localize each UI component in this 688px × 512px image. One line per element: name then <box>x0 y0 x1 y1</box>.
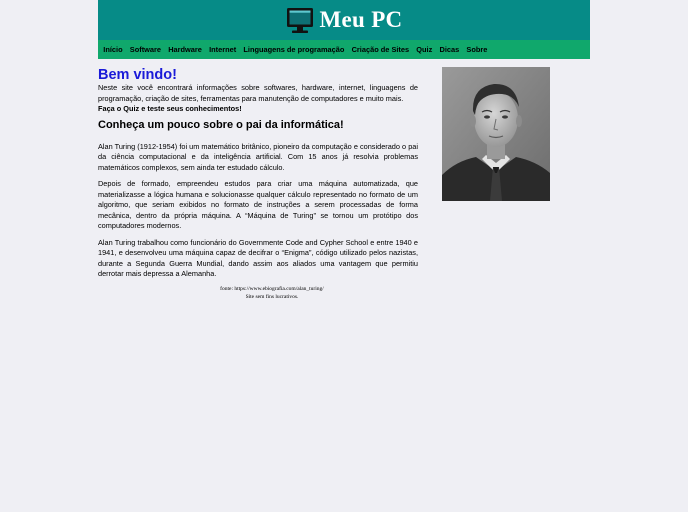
article-paragraph: Alan Turing trabalhou como funcionário do Governmente Code and Cypher School e entre 1940 e 1941, e desenvolveu uma máquina capaz de decifrar o “Enigma”, código utilizado pelos nazistas, durante a Segunda Guerra Mundial, dando assim aos aliados uma vantagem que permitiu derrotar mais depressa a Alemanha. <box>98 237 418 279</box>
section-heading: Conheça um pouco sobre o pai da informática! <box>98 118 344 131</box>
nav-item-sobre[interactable]: Sobre <box>466 45 488 54</box>
nav-item-internet[interactable]: Internet <box>209 45 237 54</box>
site-header <box>98 0 590 40</box>
article-paragraph: Alan Turing (1912-1954) foi um matemático britânico, pioneiro da computação e considerado o pai da ciência computacional e da inteligência artificial. Com 15 anos já resolvia problemas matemáticos complexos, sem ainda ter estudado cálculo. <box>98 141 418 172</box>
article-paragraph: Depois de formado, empreendeu estudos para criar uma máquina automatizada, que materializasse a lógica humana e solucionasse qualquer cálculo representado no formato de um algoritmo, que seriam exibidos no formato de instruções a serem processadas de forma mecânica, dentro da própria máquina. A “Máquina de Turing” se tornou um protótipo dos computadores modernos. <box>98 179 418 231</box>
nav-item-linguagens[interactable]: Linguagens de programação <box>243 45 345 54</box>
nav-item-software[interactable]: Software <box>129 45 162 54</box>
nav-item-hardware[interactable]: Hardware <box>168 45 202 54</box>
quiz-callout: Faça o Quiz e teste seus conhecimentos! <box>98 104 242 114</box>
intro-text: Neste site você encontrará informações sobre softwares, hardware, internet, linguagens de programação, criação de sites, ferramentas para manutenção de computadores e muito mais. <box>98 83 418 103</box>
portrait-photo <box>442 67 550 201</box>
site-title: Meu PC <box>319 7 403 32</box>
footer-note <box>98 286 418 302</box>
nav-item-criacao-de-sites[interactable]: Criação de Sites <box>351 45 410 54</box>
nav-item-quiz[interactable]: Quiz <box>416 45 433 54</box>
computer-monitor-icon <box>286 7 314 34</box>
nav-item-inicio[interactable]: Início <box>103 45 123 54</box>
main-content <box>98 67 418 302</box>
welcome-heading: Bem vindo! <box>98 67 177 83</box>
main-nav <box>98 40 590 59</box>
disclaimer-text: Site sem fins lucrativos. <box>245 293 299 300</box>
nav-item-dicas[interactable]: Dicas <box>439 45 460 54</box>
source-citation: fonte: https://www.ebiografia.com/alan_turing/ <box>220 285 324 292</box>
